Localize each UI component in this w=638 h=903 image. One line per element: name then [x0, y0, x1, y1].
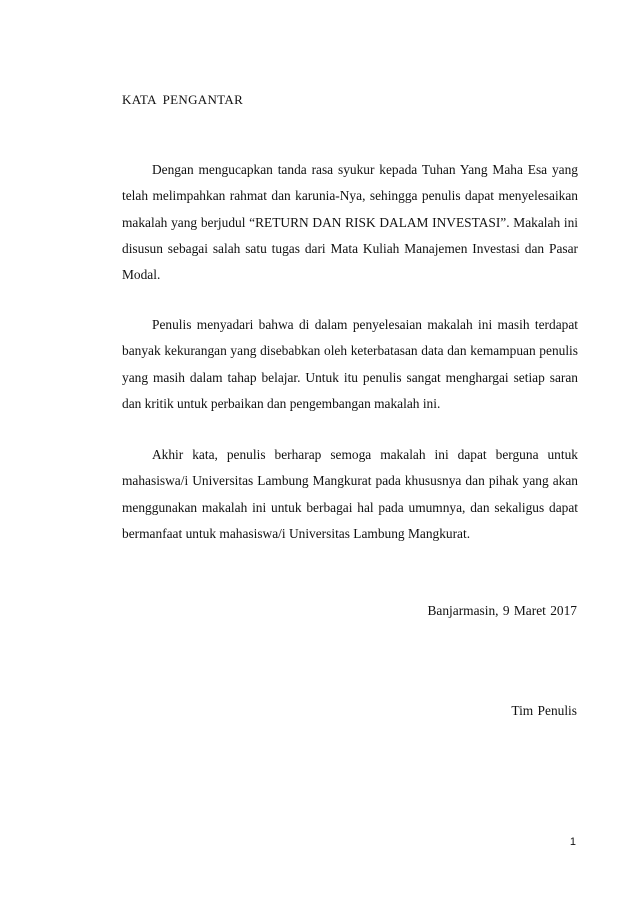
paragraph-opening: Dengan mengucapkan tanda rasa syukur kepada Tuhan Yang Maha Esa yang telah melimpahkan rahmat dan karunia-Nya, sehingga penulis dapat menyelesaikan makalah yang berjudul “RETURN DAN RISK DALAM INVESTASI”. Makalah ini disusun sebagai salah satu tugas dari Mata Kuliah Manajemen Investasi dan Pasar Modal.	[122, 162, 578, 283]
paragraph-closing: Akhir kata, penulis berharap semoga makalah ini dapat berguna untuk mahasiswa/i Universitas Lambung Mangkurat pada khususnya dan pihak yang akan menggunakan makalah ini untuk berbagai hal pada umumnya, dan sekaligus dapat bermanfaat untuk mahasiswa/i Universitas Lambung Mangkurat.	[122, 447, 578, 541]
paragraph-limitations: Penulis menyadari bahwa di dalam penyelesaian makalah ini masih terdapat banyak kekurangan yang disebabkan oleh keterbatasan data dan kemampuan penulis yang masih dalam tahap belajar. Untuk itu penulis sangat menghargai setiap saran dan kritik untuk perbaikan dan pengembangan makalah ini.	[122, 317, 578, 411]
page-title: KATA PENGANTAR	[122, 92, 244, 107]
page-number: 1	[569, 836, 576, 848]
author-signature: Tim Penulis	[511, 703, 577, 718]
place-and-date: Banjarmasin, 9 Maret 2017	[427, 603, 577, 618]
